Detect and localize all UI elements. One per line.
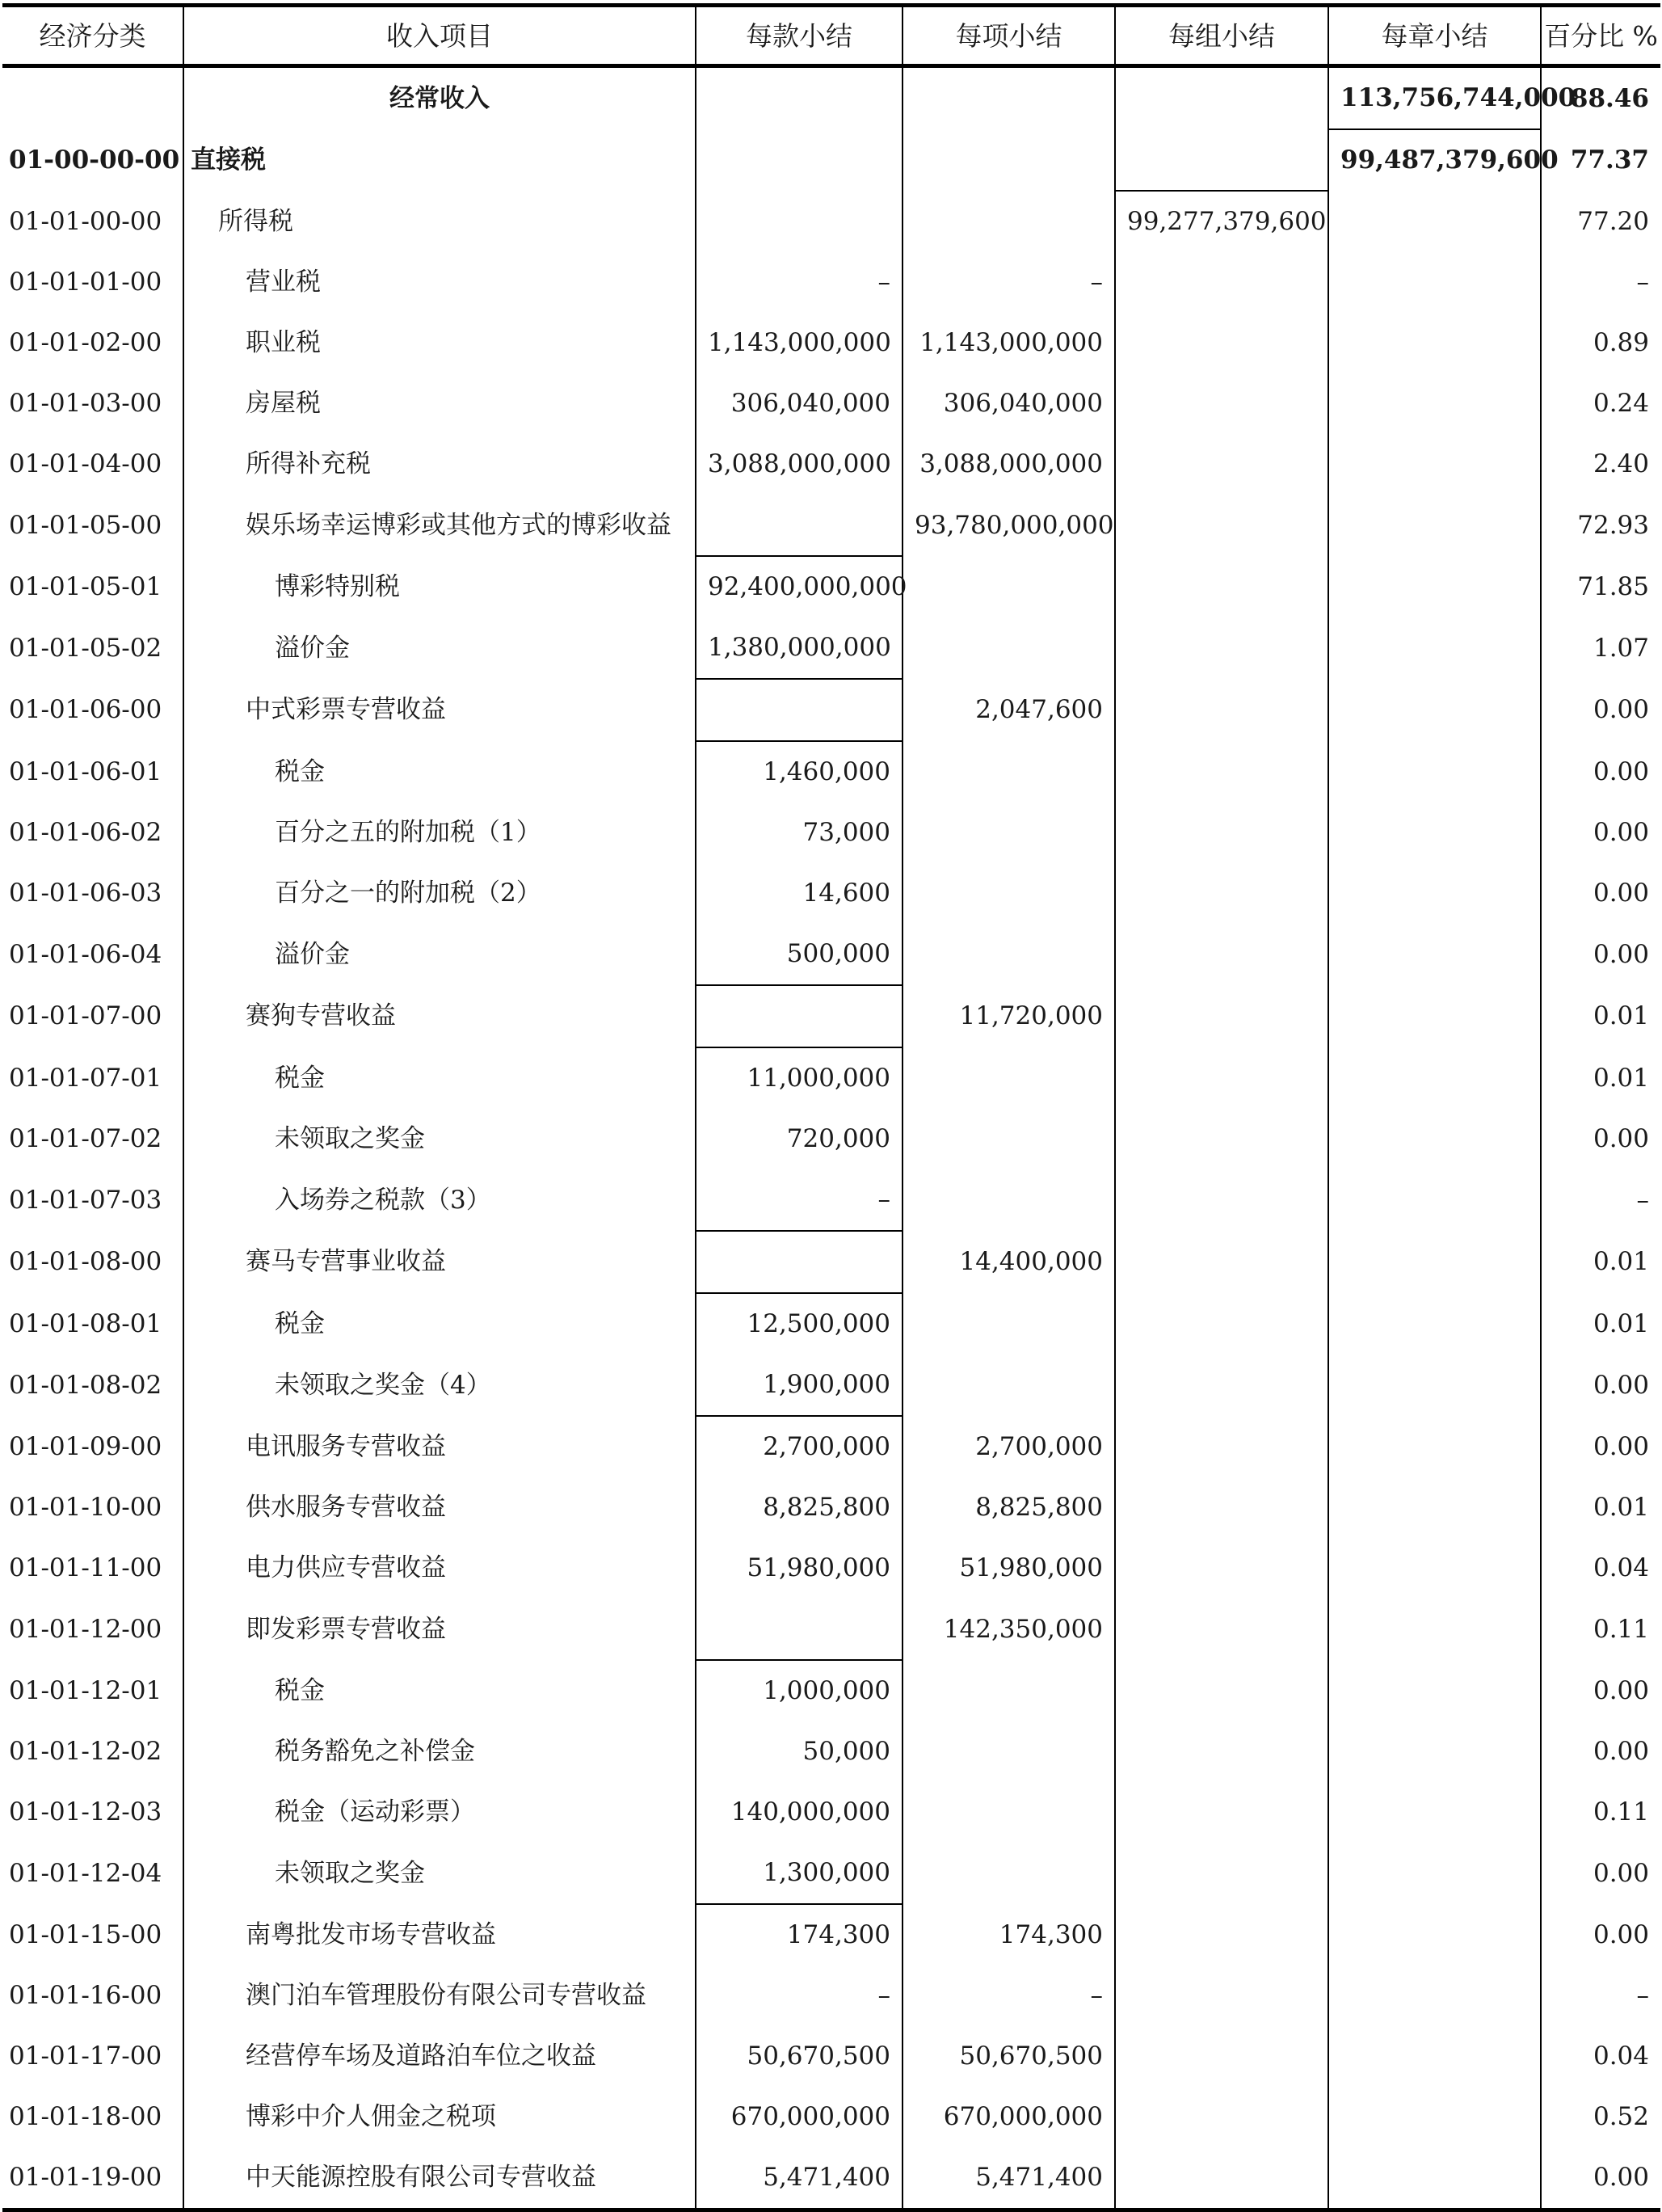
cell-per-entry: [696, 495, 903, 556]
cell-per-item: 306,040,000: [903, 373, 1115, 434]
cell-item: 南粤批发市场专营收益: [183, 1904, 696, 1966]
cell-percent: 0.11: [1541, 1599, 1660, 1660]
cell-code: 01-01-18-00: [9, 2102, 162, 2131]
cell-code: 01-01-06-03: [9, 878, 162, 908]
cell-per-chapter: [1328, 1109, 1541, 1169]
cell-code: 01-01-03-00: [9, 389, 162, 418]
cell-per-item: 142,350,000: [903, 1599, 1115, 1660]
table-row: [2, 1966, 1660, 2026]
cell-per-item: [903, 1355, 1115, 1416]
cell-per-item: –: [903, 1966, 1115, 2026]
cell-code: 01-01-04-00: [9, 449, 162, 478]
cell-item: 经营停车场及道路泊车位之收益: [183, 2026, 696, 2087]
cell-item: 电力供应专营收益: [183, 1538, 696, 1599]
cell-item: 娱乐场幸运博彩或其他方式的博彩收益: [183, 495, 696, 556]
table-row: [2, 924, 1660, 985]
table-row: [2, 1843, 1660, 1904]
cell-percent: 0.00: [1541, 1109, 1660, 1169]
cell-per-entry: 670,000,000: [696, 2087, 903, 2147]
cell-per-group: [1115, 2087, 1328, 2147]
cell-per-chapter: [1328, 2026, 1541, 2087]
cell-per-group: [1115, 1355, 1328, 1416]
cell-per-chapter: [1328, 1169, 1541, 1231]
cell-per-chapter: [1328, 1599, 1541, 1660]
cell-per-item: 670,000,000: [903, 2087, 1115, 2147]
cell-per-group: [1115, 2026, 1328, 2087]
cell-code: 01-01-12-02: [9, 1737, 162, 1766]
table-row: [2, 1109, 1660, 1169]
cell-percent: 0.24: [1541, 373, 1660, 434]
cell-per-item: [903, 191, 1115, 252]
cell-per-chapter: [1328, 434, 1541, 495]
cell-per-group: [1115, 252, 1328, 313]
cell-per-group: [1115, 1660, 1328, 1721]
cell-code: 01-01-08-00: [9, 1247, 162, 1276]
cell-per-entry: [696, 1231, 903, 1293]
cell-per-item: [903, 1293, 1115, 1355]
cell-per-entry: [696, 191, 903, 252]
cell-percent: 0.00: [1541, 924, 1660, 985]
cell-per-chapter: [1328, 495, 1541, 556]
table-row: [2, 1355, 1660, 1416]
cell-item: 赛狗专营收益: [183, 985, 696, 1047]
cell-item: 即发彩票专营收益: [183, 1599, 696, 1660]
cell-percent: –: [1541, 1169, 1660, 1231]
cell-per-entry: 11,000,000: [696, 1047, 903, 1109]
cell-code: 01-01-12-04: [9, 1858, 162, 1888]
cell-per-entry: [696, 129, 903, 191]
cell-percent: 0.11: [1541, 1782, 1660, 1843]
cell-item: 赛马专营事业收益: [183, 1231, 696, 1293]
cell-percent: 0.01: [1541, 985, 1660, 1047]
cell-percent: 77.20: [1541, 191, 1660, 252]
table-row: [2, 985, 1660, 1047]
cell-per-entry: 1,143,000,000: [696, 313, 903, 373]
cell-item: 溢价金: [183, 617, 696, 679]
cell-per-group: [1115, 679, 1328, 741]
cell-per-group: [1115, 1538, 1328, 1599]
cell-per-group: [1115, 1293, 1328, 1355]
cell-per-entry: 14,600: [696, 863, 903, 924]
table-row: [2, 313, 1660, 373]
cell-per-item: 8,825,800: [903, 1477, 1115, 1538]
cell-percent: 0.00: [1541, 803, 1660, 863]
table-row: [2, 1416, 1660, 1477]
cell-code: 01-01-10-00: [9, 1493, 162, 1522]
table-row: [2, 434, 1660, 495]
cell-code: 01-01-05-00: [9, 510, 162, 540]
cell-code: 01-01-19-00: [2, 2147, 183, 2210]
table-row: [2, 2147, 1660, 2210]
cell-per-item: 2,047,600: [903, 679, 1115, 741]
cell-per-chapter: [1328, 1293, 1541, 1355]
cell-per-entry: [696, 679, 903, 741]
cell-per-item: [903, 1047, 1115, 1109]
cell-per-group: [1115, 66, 1328, 130]
cell-per-entry: 1,380,000,000: [696, 617, 903, 679]
cell-percent: 0.00: [1541, 679, 1660, 741]
cell-per-group: 99,277,379,600: [1115, 191, 1328, 252]
cell-item: 百分之五的附加税（1）: [183, 803, 696, 863]
header-per-group: 每组小结: [1115, 6, 1328, 66]
cell-per-group: [1115, 1231, 1328, 1293]
table-row: [2, 863, 1660, 924]
cell-percent: 0.00: [1541, 1721, 1660, 1782]
cell-per-group: [1115, 985, 1328, 1047]
cell-per-group: [1115, 1904, 1328, 1966]
cell-percent: 71.85: [1541, 556, 1660, 617]
cell-per-group: [1115, 741, 1328, 803]
cell-per-item: 11,720,000: [903, 985, 1115, 1047]
cell-per-group: [1115, 434, 1328, 495]
cell-per-group: [1115, 617, 1328, 679]
cell-item: 博彩中介人佣金之税项: [183, 2087, 696, 2147]
cell-per-chapter: [1328, 373, 1541, 434]
cell-per-chapter: [1328, 252, 1541, 313]
table-row: [2, 1293, 1660, 1355]
cell-per-entry: –: [696, 1169, 903, 1231]
header-per-chapter: 每章小结: [1328, 6, 1541, 66]
cell-item: 入场券之税款（3）: [183, 1169, 696, 1231]
cell-item: 税务豁免之补偿金: [183, 1721, 696, 1782]
cell-per-group: [1115, 924, 1328, 985]
cell-per-chapter: [1328, 2087, 1541, 2147]
header-per-item: 每项小结: [903, 6, 1115, 66]
cell-per-item: [903, 924, 1115, 985]
cell-per-entry: 1,900,000: [696, 1355, 903, 1416]
table-row: [2, 1660, 1660, 1721]
cell-item: 所得税: [183, 191, 696, 252]
table-row: [2, 556, 1660, 617]
cell-percent: 77.37: [1541, 129, 1660, 191]
header-percent: 百分比 %: [1541, 6, 1660, 66]
cell-per-chapter: [1328, 741, 1541, 803]
cell-per-item: 174,300: [903, 1904, 1115, 1966]
cell-per-group: [1115, 1109, 1328, 1169]
cell-item: 博彩特别税: [183, 556, 696, 617]
cell-code: 01-01-15-00: [9, 1919, 162, 1949]
cell-per-chapter: [1328, 1904, 1541, 1966]
cell-per-entry: 174,300: [696, 1904, 903, 1966]
cell-code: 01-01-17-00: [9, 2041, 162, 2071]
cell-code: 01-01-02-00: [9, 328, 162, 357]
table-row: [2, 252, 1660, 313]
header-code: 经济分类: [2, 6, 183, 66]
cell-per-entry: 12,500,000: [696, 1293, 903, 1355]
cell-per-item: 50,670,500: [903, 2026, 1115, 2087]
cell-code: [2, 66, 183, 130]
cell-code: 01-01-00-00: [9, 206, 162, 236]
cell-per-entry: –: [696, 252, 903, 313]
cell-per-chapter: [1328, 1538, 1541, 1599]
cell-code: 01-01-11-00: [9, 1553, 162, 1582]
revenue-table: [2, 3, 1660, 2212]
cell-code: 01-01-01-00: [9, 268, 162, 297]
cell-per-group: [1115, 495, 1328, 556]
cell-percent: 0.04: [1541, 2026, 1660, 2087]
cell-per-group: [1115, 1782, 1328, 1843]
cell-per-item: [903, 803, 1115, 863]
cell-per-group: [1115, 803, 1328, 863]
cell-per-chapter: [1328, 985, 1541, 1047]
cell-per-entry: 140,000,000: [696, 1782, 903, 1843]
cell-per-entry: [696, 985, 903, 1047]
cell-per-item: [903, 1843, 1115, 1904]
cell-item: 电讯服务专营收益: [183, 1416, 696, 1477]
cell-per-entry: 500,000: [696, 924, 903, 985]
cell-per-entry: 720,000: [696, 1109, 903, 1169]
cell-per-entry: 2,700,000: [696, 1416, 903, 1477]
table-row: [2, 495, 1660, 556]
cell-per-item: [903, 556, 1115, 617]
cell-per-group: [1115, 129, 1328, 191]
table-row: [2, 1538, 1660, 1599]
cell-per-chapter: [1328, 1231, 1541, 1293]
table-row: [2, 191, 1660, 252]
cell-per-item: 3,088,000,000: [903, 434, 1115, 495]
table-row: [2, 2026, 1660, 2087]
cell-per-entry: 3,088,000,000: [696, 434, 903, 495]
cell-percent: 0.00: [1541, 1904, 1660, 1966]
cell-per-group: [1115, 1599, 1328, 1660]
table-row: [2, 1599, 1660, 1660]
cell-code: 01-01-06-01: [9, 756, 162, 786]
cell-per-item: 1,143,000,000: [903, 313, 1115, 373]
cell-item: 经常收入: [183, 66, 696, 130]
cell-per-item: 2,700,000: [903, 1416, 1115, 1477]
cell-code: 01-01-12-03: [9, 1797, 162, 1826]
cell-per-entry: –: [696, 1966, 903, 2026]
cell-per-item: [903, 129, 1115, 191]
cell-percent: 0.00: [1541, 1843, 1660, 1904]
cell-code: 01-01-05-02: [9, 633, 162, 663]
cell-code: 01-01-07-02: [9, 1124, 162, 1153]
cell-code: 01-01-07-01: [9, 1063, 162, 1093]
cell-per-group: [1115, 863, 1328, 924]
cell-code: 01-01-09-00: [9, 1431, 162, 1461]
cell-percent: 0.00: [1541, 2147, 1660, 2210]
cell-per-item: [903, 741, 1115, 803]
cell-per-chapter: [1328, 803, 1541, 863]
cell-per-group: [1115, 1169, 1328, 1231]
cell-per-group: [1115, 1843, 1328, 1904]
cell-per-chapter: [1328, 1355, 1541, 1416]
cell-item: 税金（运动彩票）: [183, 1782, 696, 1843]
cell-item: 未领取之奖金（4）: [183, 1355, 696, 1416]
table-row: [2, 1721, 1660, 1782]
cell-item: 房屋税: [183, 373, 696, 434]
cell-per-item: –: [903, 252, 1115, 313]
cell-per-group: [1115, 2147, 1328, 2210]
cell-per-item: [903, 863, 1115, 924]
table-row: [2, 1477, 1660, 1538]
cell-per-chapter: [1328, 1721, 1541, 1782]
cell-per-chapter: [1328, 1416, 1541, 1477]
table-row: [2, 679, 1660, 741]
cell-per-chapter: [1328, 617, 1541, 679]
table-row: [2, 1231, 1660, 1293]
cell-per-chapter: [1328, 1660, 1541, 1721]
cell-percent: 0.00: [1541, 1416, 1660, 1477]
cell-item: 百分之一的附加税（2）: [183, 863, 696, 924]
cell-per-item: [903, 1782, 1115, 1843]
cell-percent: 0.01: [1541, 1231, 1660, 1293]
cell-per-entry: 1,460,000: [696, 741, 903, 803]
cell-per-entry: 8,825,800: [696, 1477, 903, 1538]
table-header: [2, 6, 1660, 66]
cell-per-item: 51,980,000: [903, 1538, 1115, 1599]
cell-per-chapter: [1328, 1047, 1541, 1109]
table-row: [2, 1169, 1660, 1231]
header-item: 收入项目: [183, 6, 696, 66]
cell-per-group: [1115, 556, 1328, 617]
cell-per-chapter: [1328, 1843, 1541, 1904]
cell-percent: 0.01: [1541, 1047, 1660, 1109]
cell-per-entry: 1,300,000: [696, 1843, 903, 1904]
header-per-entry: 每款小结: [696, 6, 903, 66]
cell-per-chapter: [1328, 191, 1541, 252]
cell-per-item: [903, 1109, 1115, 1169]
cell-code: 01-01-08-02: [9, 1370, 162, 1400]
cell-per-entry: 1,000,000: [696, 1660, 903, 1721]
cell-code: 01-01-08-01: [9, 1308, 162, 1338]
cell-per-group: [1115, 1047, 1328, 1109]
cell-per-item: 93,780,000,000: [903, 495, 1115, 556]
cell-per-chapter: [1328, 1782, 1541, 1843]
cell-code: 01-01-05-01: [9, 571, 162, 601]
cell-percent: 0.00: [1541, 741, 1660, 803]
cell-item: 溢价金: [183, 924, 696, 985]
table-row: [2, 2087, 1660, 2147]
cell-percent: 72.93: [1541, 495, 1660, 556]
cell-percent: 0.01: [1541, 1477, 1660, 1538]
cell-per-chapter: [1328, 1477, 1541, 1538]
table-row: [2, 741, 1660, 803]
cell-per-entry: 306,040,000: [696, 373, 903, 434]
cell-item: 税金: [183, 1660, 696, 1721]
cell-per-group: [1115, 373, 1328, 434]
cell-code: 01-01-06-02: [9, 818, 162, 847]
cell-percent: 0.00: [1541, 1355, 1660, 1416]
cell-per-item: [903, 1169, 1115, 1231]
header-row: [2, 6, 1660, 66]
cell-percent: 0.89: [1541, 313, 1660, 373]
cell-per-item: [903, 1721, 1115, 1782]
cell-per-entry: [696, 66, 903, 130]
cell-item: 未领取之奖金: [183, 1109, 696, 1169]
cell-item: 澳门泊车管理股份有限公司专营收益: [183, 1966, 696, 2026]
cell-percent: 0.00: [1541, 863, 1660, 924]
cell-percent: 88.46: [1541, 66, 1660, 130]
cell-percent: –: [1541, 252, 1660, 313]
cell-per-entry: 50,000: [696, 1721, 903, 1782]
table-row: [2, 373, 1660, 434]
cell-code: 01-01-12-00: [9, 1614, 162, 1644]
cell-per-chapter: 99,487,379,600: [1328, 129, 1541, 191]
cell-item: 供水服务专营收益: [183, 1477, 696, 1538]
table-row: [2, 1047, 1660, 1109]
cell-percent: 0.04: [1541, 1538, 1660, 1599]
cell-per-item: 14,400,000: [903, 1231, 1115, 1293]
cell-per-item: [903, 617, 1115, 679]
cell-percent: 2.40: [1541, 434, 1660, 495]
cell-per-chapter: [1328, 863, 1541, 924]
cell-code: 01-01-07-00: [9, 1001, 162, 1030]
cell-item: 未领取之奖金: [183, 1843, 696, 1904]
cell-per-group: [1115, 1477, 1328, 1538]
cell-code: 01-01-12-01: [9, 1675, 162, 1705]
cell-per-item: [903, 66, 1115, 130]
cell-percent: 0.00: [1541, 1660, 1660, 1721]
table-row: [2, 66, 1660, 130]
table-row: [2, 1782, 1660, 1843]
cell-per-group: [1115, 313, 1328, 373]
cell-per-group: [1115, 1416, 1328, 1477]
cell-per-entry: 73,000: [696, 803, 903, 863]
cell-item: 直接税: [183, 129, 696, 191]
cell-item: 中式彩票专营收益: [183, 679, 696, 741]
cell-code: 01-00-00-00: [9, 145, 180, 175]
table-row: [2, 1904, 1660, 1966]
cell-item: 职业税: [183, 313, 696, 373]
cell-per-entry: 5,471,400: [696, 2147, 903, 2210]
cell-code: 01-01-07-03: [9, 1185, 162, 1215]
cell-per-chapter: [1328, 679, 1541, 741]
cell-per-entry: 50,670,500: [696, 2026, 903, 2087]
cell-percent: 0.52: [1541, 2087, 1660, 2147]
cell-code: 01-01-06-00: [9, 695, 162, 724]
cell-code: 01-01-16-00: [9, 1981, 162, 2010]
table-row: [2, 129, 1660, 191]
cell-percent: 0.01: [1541, 1293, 1660, 1355]
cell-item: 税金: [183, 1047, 696, 1109]
cell-per-entry: 51,980,000: [696, 1538, 903, 1599]
cell-item: 中天能源控股有限公司专营收益: [183, 2147, 696, 2210]
cell-per-chapter: [1328, 313, 1541, 373]
cell-per-chapter: [1328, 2147, 1541, 2210]
cell-per-group: [1115, 1966, 1328, 2026]
cell-item: 税金: [183, 741, 696, 803]
cell-item: 税金: [183, 1293, 696, 1355]
table-row: [2, 617, 1660, 679]
cell-per-item: [903, 1660, 1115, 1721]
cell-code: 01-01-06-04: [9, 939, 162, 969]
cell-item: 营业税: [183, 252, 696, 313]
cell-per-entry: [696, 1599, 903, 1660]
cell-per-item: 5,471,400: [903, 2147, 1115, 2210]
table-body: [2, 66, 1660, 2210]
table-row: [2, 803, 1660, 863]
cell-per-group: [1115, 1721, 1328, 1782]
cell-per-chapter: [1328, 556, 1541, 617]
cell-percent: –: [1541, 1966, 1660, 2026]
cell-percent: 1.07: [1541, 617, 1660, 679]
cell-item: 所得补充税: [183, 434, 696, 495]
cell-per-chapter: [1328, 1966, 1541, 2026]
cell-per-entry: 92,400,000,000: [696, 556, 903, 617]
cell-per-chapter: [1328, 924, 1541, 985]
cell-per-chapter: 113,756,744,000: [1328, 66, 1541, 130]
